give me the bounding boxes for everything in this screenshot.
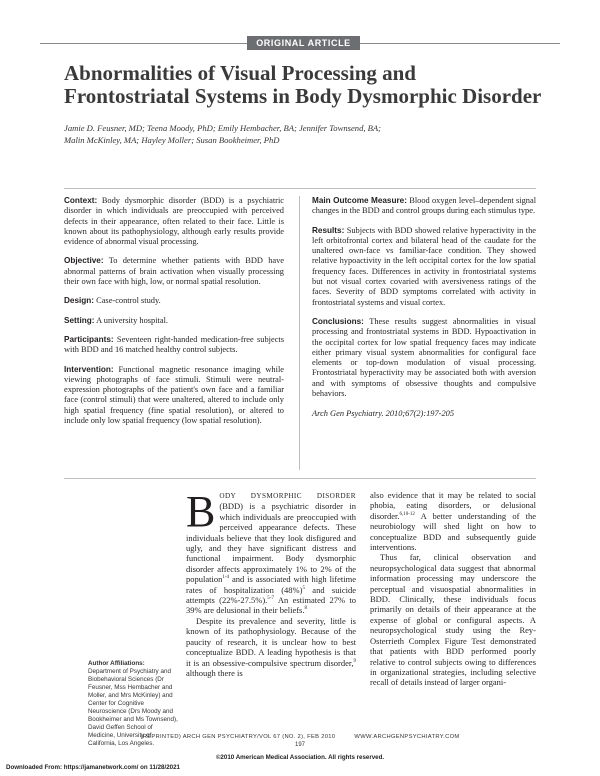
body-paragraph-3: also evidence that it may be related to social phobia, eating disorders, or delusional disorder.$^{6,10-12}$ A better understanding of the neurobiology will shed light on how to conceptualize BDD and subsequently guide interventions. [370,490,536,553]
body-paragraph-1: BODY DYSMORPHIC DISORDER (BDD) is a psychiatric disorder in which individuals are preoccupied with perceived appearance defects. These individuals believe that they look disfigured and ugly, and they have significant distress and functional impairment. Body dysmorphic disorder affects approximately 1% to 2% of the population$^{1-4}$ and is associated with high lifetime rates of hospitalization $(48\%)^5$ and suicide attempts (22%-27.5%).$^{5-7}$ An estimated 27% to 39% are delusional in their beliefs.$^8$ [186,487,357,616]
abstract-measure: Main Outcome Measure: Blood oxygen level–dependent signal changes in the BDD and control groups during each stimulus type. [312,196,537,216]
body-column-2 [370,490,536,688]
abstract-left-column [64,196,284,435]
authors-line-1: Jamie D. Feusner, MD; Teena Moody, PhD; Emily Hembacher, BA; Jennifer Townsend, BA; [64,123,382,133]
download-notice: Downloaded From: https://jamanetwork.com/ on 11/28/2021 [6,764,180,771]
running-footer: (REPRINTED) ARCH GEN PSYCHIATRY/VOL 67 (NO. 2), FEB 2010 WWW.ARCHGENPSYCHIATRY.COM [140,734,460,740]
copyright-notice: ©2010 American Medical Association. All rights reserved. [215,754,385,761]
affiliations-heading: Author Affiliations: [88,660,145,667]
page-number: 197 [294,742,305,748]
abstract-intervention: Intervention: Functional magnetic resonance imaging while viewing photographs of face stimuli. Stimuli were neutral-expression photographs of the patient's own face and a familiar face (control stimuli) that were unaltered, altered to include only high spatial frequency (fine spatial resolution), or altered to include only low spatial frequency (low spatial resolution). [64,364,284,426]
abstract-top-rule [64,188,536,189]
abstract-participants: Participants: Seventeen right-handed medication-free subjects with BDD and 16 matched healthy control subjects. [64,334,285,355]
abstract-context: Context: Body dysmorphic disorder (BDD) is a psychiatric disorder in which individuals are preoccupied with perceived defects in their appearance, often related to their face. Little is known about its pathophysiology, although early results provide evidence of abnormal visual processing. [64,196,284,247]
abstract-objective: Objective: To determine whether patients with BDD have abnormal patterns of brain activation when visually processing their own face with high, low, or normal spatial resolution. [64,256,284,287]
abstract-setting: Setting: A university hospital. [64,315,169,325]
body-paragraph-4: Thus far, clinical observation and neuropsychological data suggest that abnormal information processing may underscore the perceptual and visuospatial abnormalities in BDD. Clinically, these individuals focus primarily on details of their appearance at the expense of global or configural aspects. A neuropsychological study using the Rey-Osterrieth Complex Figure Test demonstrated that patients with BDD performed poorly relative to control subjects owing to differences in organizational strategies, including selective recall of details instead of larger organi- [370,552,536,688]
author-list [64,122,444,146]
abstract-design: Design: Case-control study. [64,296,161,306]
section-badge: ORIGINAL ARTICLE [247,36,360,50]
drop-cap: B [186,487,216,536]
affiliations-text: Department of Psychiatry and Biobehavioral Sciences (Dr Feusner, Mss Hembacher and Moller, and Mrs McKinley) and Center for Cognitive Neuroscience (Drs Moody and Bookheimer and Ms Townsend), David Geffen School of Medicine, University of California, Los Angeles. [88,668,178,747]
title-line-1: Abnormalities of Visual Processing and [64,61,416,85]
title-line-2: Frontostriatal Systems in Body Dysmorphic Disorder [64,84,542,108]
citation: Arch Gen Psychiatry. 2010;67(2):197-205 [312,409,455,419]
abstract-bottom-rule [64,478,536,479]
abstract-conclusions: Conclusions: These results suggest abnormalities in visual processing and frontostriatal systems in BDD. Hypoactivation in the occipital cortex for low spatial frequency faces may indicate either primary visual system abnormalities for configural face elements or top-down modulation of visual processing. Frontostriatal hyperactivity may be associated both with aversion and with symptoms of obsessive thoughts and compulsive behaviors. [312,316,536,399]
authors-line-2: Malin McKinley, MA; Hayley Moller; Susan Bookheimer, PhD [64,135,280,145]
abstract-right-column [312,196,536,428]
body-column-1 [186,487,357,678]
abstract-divider [299,196,300,470]
body-paragraph-2: Despite its prevalence and severity, little is known of its pathophysiology. Because of the paucity of research, it is unclear how to best conceptualize BDD. A leading hypothesis is that it is an obsessive-compulsive spectrum disorder,$^9$ although there is [186,615,356,678]
article-title [64,62,554,108]
abstract-results: Results: Subjects with BDD showed relative hyperactivity in the left orbitofrontal cortex and bilateral head of the caudate for the unaltered own-face vs familiar-face condition. They showed relative hypoactivity in the left occipital cortex for the low spatial frequency faces. Differences in activity in frontostriatal systems but not visual cortex covaried with aversiveness ratings of the faces. Severity of BDD symptoms correlated with activity in frontostriatal systems and visual cortex. [312,225,536,307]
